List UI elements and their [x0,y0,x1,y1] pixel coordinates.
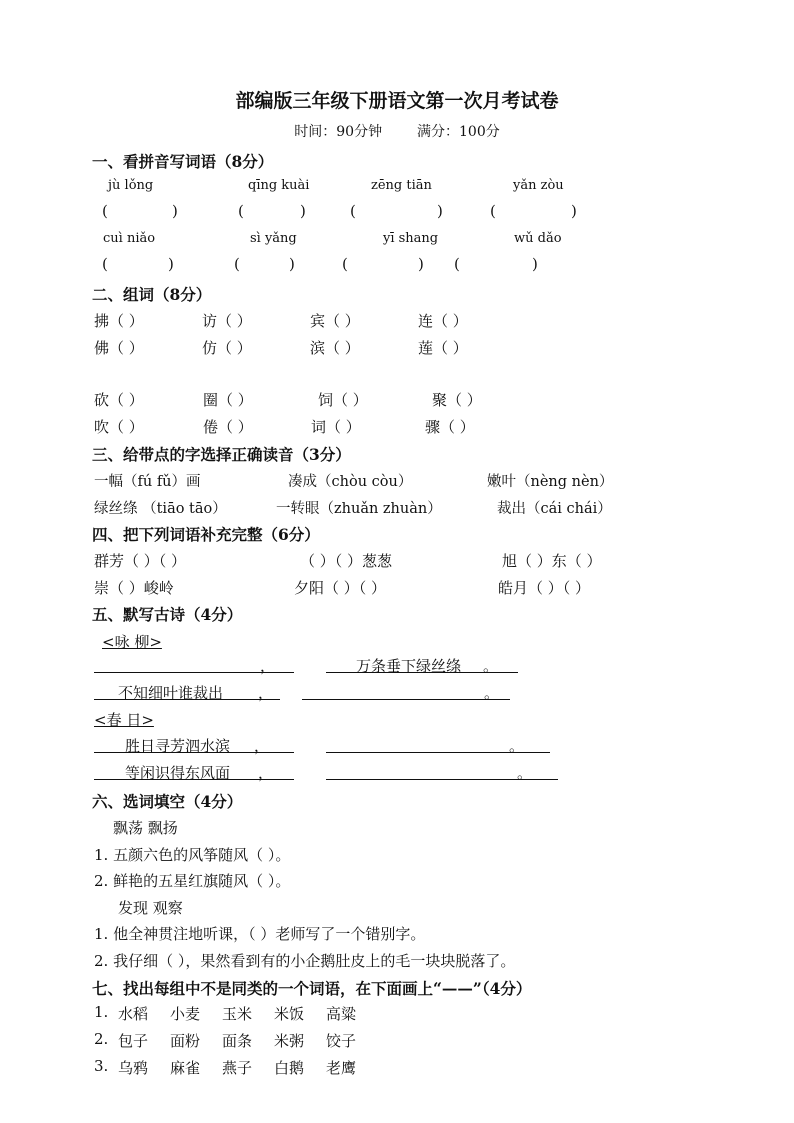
section-4-heading: 四、把下列词语补充完整（6分） [92,525,320,544]
fill-question: 1. 他全神贯注地听课，（ ）老师写了一个错别字。 [94,925,426,943]
exam-meta [0,121,794,141]
answer-paren-close: ) [172,202,178,220]
answer-paren-open: ( [490,202,496,220]
pinyin-item: cuì niǎo [103,231,156,246]
section-7-heading: 七、找出每组中不是同类的一个词语，在下面画上“——”（4分） [92,979,532,998]
punctuation: 。 [509,737,525,755]
idiom-item: 夕阳（ ）（ ） [294,579,387,597]
word-option: 包子 [118,1032,149,1050]
word-option: 小麦 [170,1005,201,1023]
poem-line: 胜日寻芳泗水滨 [125,737,231,755]
idiom-item: 旭（ ）东（ ） [502,552,602,570]
pinyin-item: yī shang [383,231,439,246]
answer-paren-open: ( [454,255,460,273]
answer-paren-open: ( [342,255,348,273]
answer-paren-open: ( [238,202,244,220]
word-option: 面粉 [170,1032,201,1050]
group-word-item: 词（ ） [311,418,361,436]
reading-item: 一转眼（zhuǎn zhuàn） [276,501,442,517]
blank-line [302,699,510,700]
group-word-item: 倦（ ） [203,418,253,436]
section-5-heading: 五、默写古诗（4分） [92,605,243,624]
group-word-item: 宾（ ） [310,312,360,330]
exam-time: 时间：90分钟 [294,124,383,140]
fill-question: 2. 鲜艳的五星红旗随风（ ）。 [94,872,291,890]
pinyin-item: zēng tiān [371,178,432,193]
answer-paren-close: ) [168,255,174,273]
word-option: 老鹰 [326,1059,357,1077]
group-number: 1. [94,1003,109,1021]
word-choices: 发现 观察 [118,899,183,917]
page-title: 部编版三年级下册语文第一次月考试卷 [235,90,559,112]
word-option: 米饭 [274,1005,305,1023]
group-word-item: 圈（ ） [203,391,253,409]
idiom-item: 皓月（ ）（ ） [498,579,591,597]
punctuation: 。 [483,657,499,675]
answer-paren-close: ) [418,255,424,273]
group-word-item: 聚（ ） [432,391,482,409]
poem-line: 万条垂下绿丝绦 [356,657,462,675]
group-word-item: 滨（ ） [310,339,360,357]
section-2-heading: 二、组词（8分） [92,285,212,304]
answer-paren-open: ( [234,255,240,273]
answer-paren-open: ( [350,202,356,220]
pinyin-item: jù lǒng [108,178,154,193]
group-word-item: 连（ ） [418,312,468,330]
poem-title: <春 日> [94,711,154,729]
pinyin-item: qīng kuài [248,178,310,193]
group-word-item: 饲（ ） [318,391,368,409]
word-option: 饺子 [326,1032,357,1050]
answer-paren-close: ) [437,202,443,220]
group-word-item: 吹（ ） [94,418,144,436]
idiom-item: 群芳（ ）（ ） [94,552,187,570]
idiom-item: 崇（ ）峻岭 [94,579,174,597]
punctuation: ， [260,657,276,675]
poem-title: <咏 柳> [102,633,162,651]
group-word-item: 莲（ ） [418,339,468,357]
answer-paren-close: ) [289,255,295,273]
reading-item: 一幅（fú fǔ）画 [94,474,201,490]
word-option: 乌鸦 [118,1059,149,1077]
answer-paren-close: ) [571,202,577,220]
punctuation: 。 [517,764,533,782]
section-3-heading: 三、给带点的字选择正确读音（3分） [92,445,351,464]
answer-paren-close: ) [300,202,306,220]
answer-paren-close: ) [532,255,538,273]
pinyin-item: wǔ dǎo [514,231,562,246]
group-word-item: 骤（ ） [425,418,475,436]
exam-score: 满分：100分 [417,124,500,140]
reading-item: 绿丝绦 （tiāo tāo） [94,501,227,517]
fill-question: 1. 五颜六色的风筝随风（ ）。 [94,846,291,864]
reading-item: 裁出（cái chái） [497,501,612,517]
idiom-item: （ ）（ ）葱葱 [300,552,393,570]
group-word-item: 佛（ ） [94,339,144,357]
word-option: 面条 [222,1032,253,1050]
punctuation: ， [254,737,270,755]
word-option: 燕子 [222,1059,253,1077]
word-option: 白鹅 [274,1059,305,1077]
pinyin-item: yǎn zòu [513,178,564,193]
word-option: 水稻 [118,1005,149,1023]
poem-line: 不知细叶谁裁出 [118,684,224,702]
poem-line: 等闲识得东风面 [125,764,231,782]
answer-paren-open: ( [102,202,108,220]
section-1-heading: 一、看拼音写词语（8分） [92,152,274,171]
group-word-item: 访（ ） [202,312,252,330]
group-number: 3. [94,1057,109,1075]
word-option: 玉米 [222,1005,253,1023]
word-choices: 飘荡 飘扬 [113,819,178,837]
group-word-item: 拂（ ） [94,312,144,330]
group-number: 2. [94,1030,109,1048]
section-6-heading: 六、选词填空（4分） [92,792,243,811]
answer-paren-open: ( [102,255,108,273]
group-word-item: 仿（ ） [202,339,252,357]
pinyin-item: sì yǎng [250,231,297,246]
word-option: 米粥 [274,1032,305,1050]
punctuation: ， [258,764,274,782]
reading-item: 凑成（chòu còu） [288,474,413,490]
word-option: 麻雀 [170,1059,201,1077]
punctuation: ， [258,684,274,702]
fill-question: 2. 我仔细（ ），果然看到有的小企鹅肚皮上的毛一块块脱落了。 [94,952,516,970]
word-option: 高粱 [326,1005,357,1023]
punctuation: 。 [484,684,500,702]
group-word-item: 砍（ ） [94,391,144,409]
reading-item: 嫩叶（nèng nèn） [487,474,614,490]
